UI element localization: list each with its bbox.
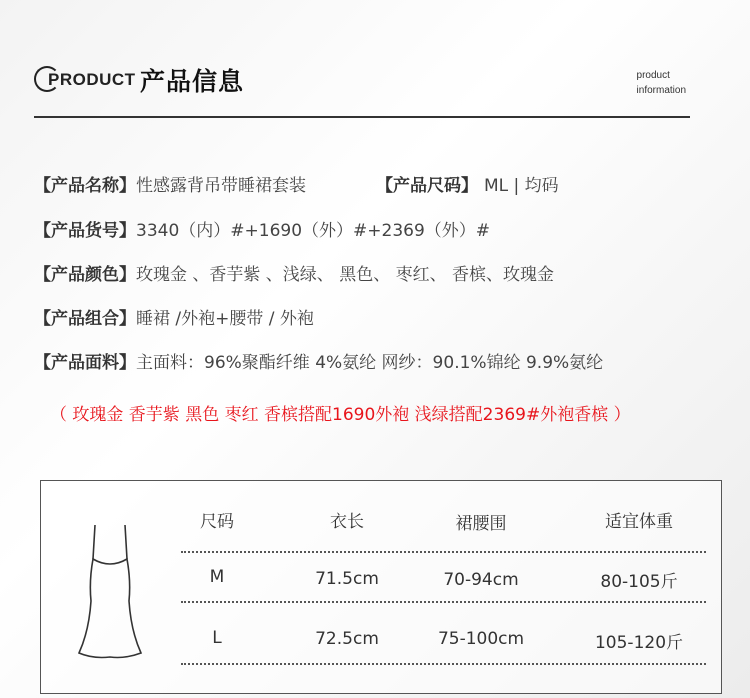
table-divider: [181, 663, 706, 665]
name-value: 性感露背吊带睡裙套装: [136, 176, 306, 196]
brand-cn-title: 产品信息: [140, 67, 245, 96]
side-caption-line2: information: [636, 85, 686, 96]
sku-value: 3340（内）#+1690（外）#+2369（外）#: [136, 221, 491, 241]
info-row-fabric: [34, 348, 603, 373]
row-m-weight: 80-105斤: [600, 572, 678, 592]
row-l-size: L: [212, 628, 222, 648]
info-row-combo: [34, 304, 314, 329]
info-row-size: [376, 171, 559, 196]
brand-side-caption: [637, 68, 686, 98]
info-row-color: [34, 260, 554, 285]
combo-value: 睡裙 /外袍+腰带 / 外袍: [136, 309, 314, 329]
fabric-label: 【产品面料】: [34, 353, 136, 373]
dress-outline-icon: [75, 521, 145, 666]
row-m-length: 71.5cm: [315, 569, 379, 589]
name-label: 【产品名称】: [34, 176, 136, 196]
header-waist: 裙腰围: [455, 514, 507, 534]
size-value: ML | 均码: [484, 176, 559, 196]
color-match-note: （ 玫瑰金 香芋紫 黑色 枣红 香槟搭配1690外袍 浅绿搭配2369#外袍香槟 ）: [50, 405, 631, 425]
size-table: [40, 480, 722, 694]
header-divider: [34, 116, 690, 118]
header-size: 尺码: [200, 512, 234, 532]
info-row-name: [34, 171, 306, 196]
brand-en-title: PRODUCT: [48, 70, 136, 89]
header-weight: 适宜体重: [605, 512, 673, 532]
color-label: 【产品颜色】: [34, 265, 136, 285]
sku-label: 【产品货号】: [34, 221, 136, 241]
product-info-header: [34, 60, 690, 116]
row-m-size: M: [209, 567, 225, 587]
info-row-sku: [34, 216, 490, 241]
row-l-weight: 105-120斤: [594, 633, 684, 653]
header-length: 衣长: [330, 512, 364, 532]
table-divider: [181, 601, 706, 603]
fabric-value: 主面料：96%聚酯纤维 4%氨纶 网纱：90.1%锦纶 9.9%氨纶: [136, 353, 604, 373]
color-value: 玫瑰金 、香芋紫 、浅绿、 黑色、 枣红、 香槟、玫瑰金: [136, 265, 555, 285]
row-m-waist: 70-94cm: [443, 570, 519, 590]
table-divider: [181, 551, 706, 553]
combo-label: 【产品组合】: [34, 309, 136, 329]
side-caption-line1: product: [636, 70, 670, 81]
size-label: 【产品尺码】: [376, 176, 478, 196]
row-l-length: 72.5cm: [315, 629, 379, 649]
row-l-waist: 75-100cm: [437, 629, 525, 649]
